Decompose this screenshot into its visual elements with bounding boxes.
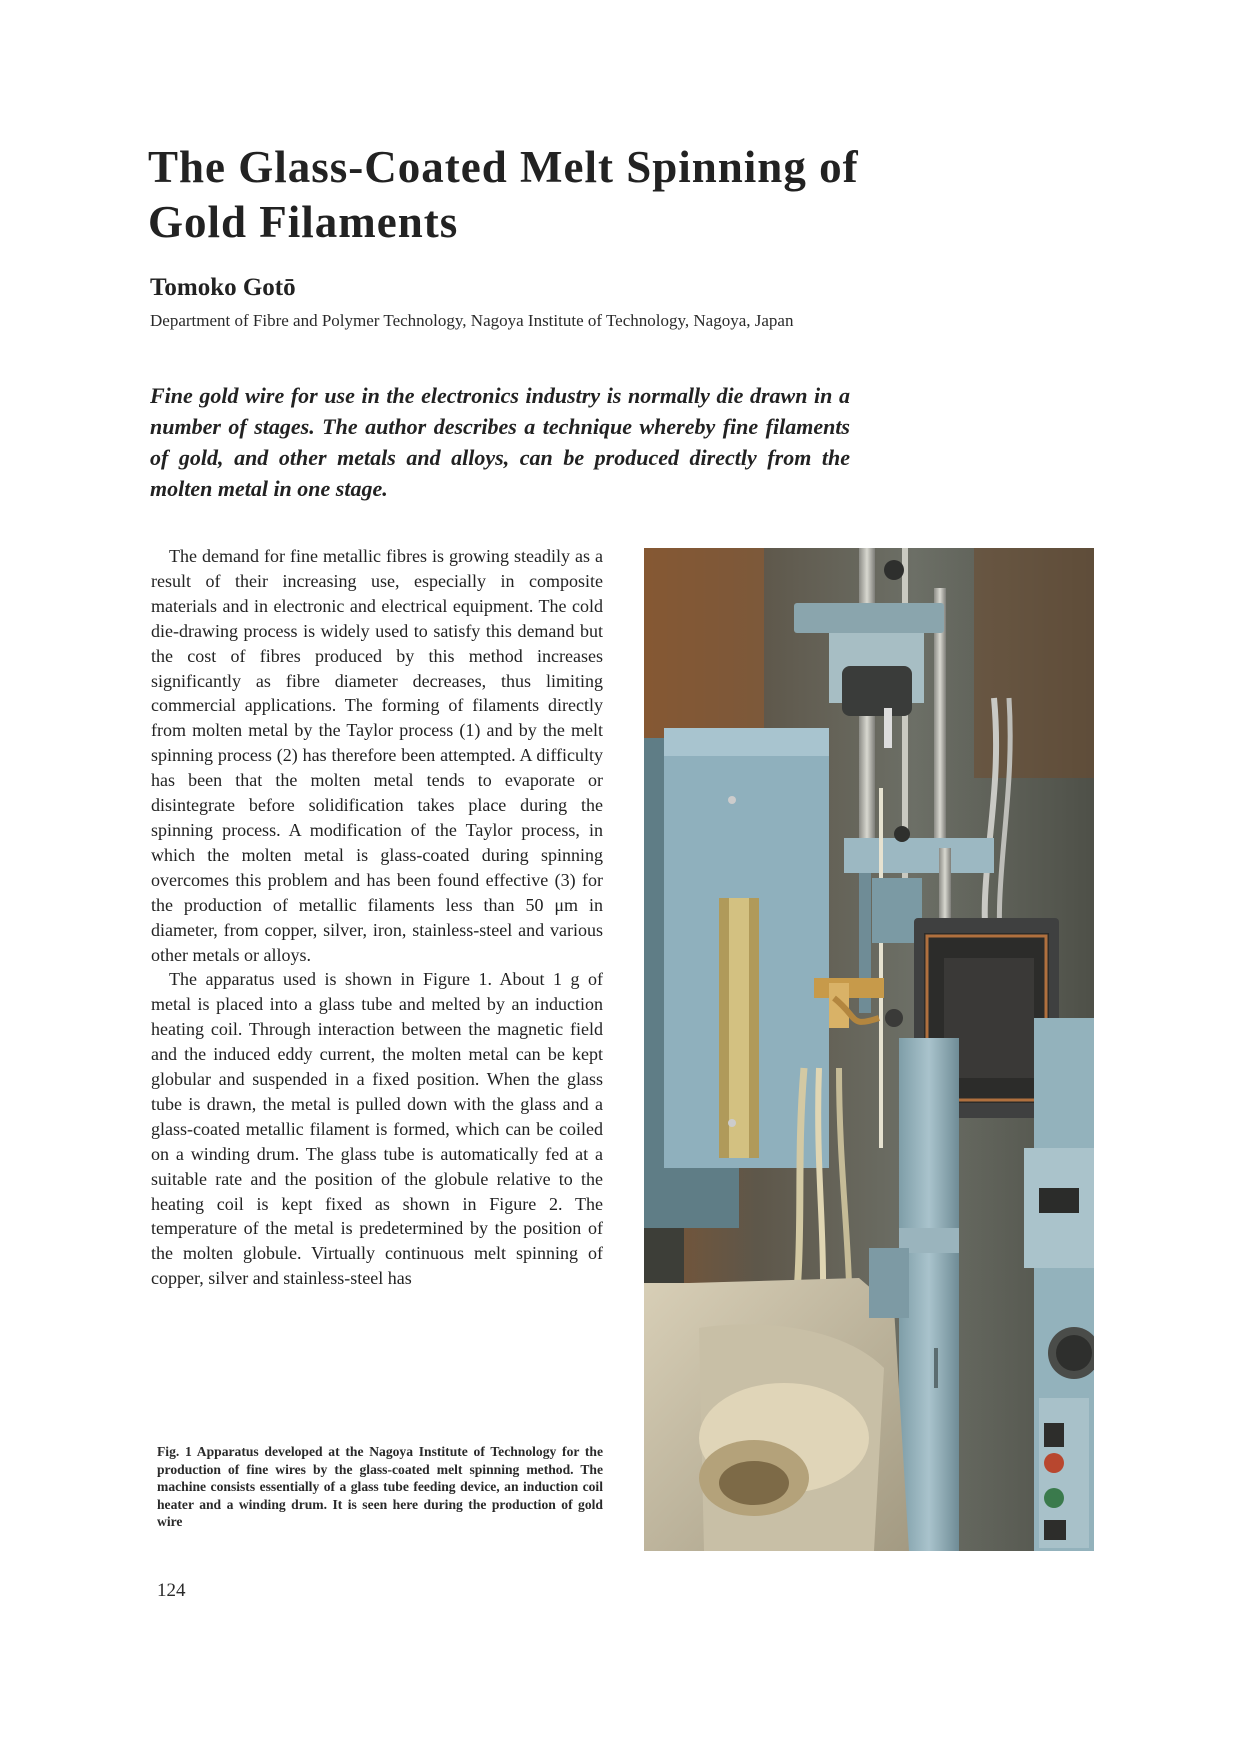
figure-1-apparatus-photo <box>644 548 1094 1551</box>
body-paragraph-2: The apparatus used is shown in Figure 1. About 1 g of metal is placed into a glass tube and melted by an induction heating coil. Through interaction between the magnetic field and the induced eddy current, the molten metal can be kept globular and suspended in a fixed position. When the glass tube is drawn, the metal is pulled down with the glass and a glass-coated metallic filament is formed, which can be coiled on a winding drum. The glass tube is automatically fed at a suitable rate and the position of the globule relative to the heating coil is kept fixed as shown in Figure 2. The temperature of the metal is predetermined by the position of the molten globule. Virtually continuous melt spinning of copper, silver and stainless-steel has <box>151 969 603 1289</box>
body-paragraph-1: The demand for fine metallic fibres is growing steadily as a result of their increasing use, especially in composite materials and in electronic and electrical equipment. The cold die-drawing process is widely used to satisfy this demand but the cost of fibres produced by this method increases significantly as fibre diameter decreases, thus limiting commercial applications. The forming of filaments directly from molten metal by the Taylor process (1) and by the melt spinning process (2) has therefore been attempted. A difficulty has been that the molten metal tends to evaporate or disintegrate before solidification takes place during the spinning process. A modification of the Taylor process, in which the molten metal is glass-coated during spinning overcomes this problem and has been found effective (3) for the production of metallic filaments less than 50 μm in diameter, from copper, silver, iron, stainless-steel and various other metals or alloys. <box>151 546 603 965</box>
page-number: 124 <box>157 1580 186 1601</box>
abstract: Fine gold wire for use in the electronics industry is normally die drawn in a number of stages. The author describes a technique whereby fine filaments of gold, and other metals and alloys, can be produced directly from the molten metal in one stage. <box>150 383 850 501</box>
figure-caption: Fig. 1 Apparatus developed at the Nagoya Institute of Technology for the production of fine wires by the glass-coated melt spinning method. The machine consists essentially of a glass tube feeding device, an induction coil heater and a winding drum. It is seen here during the production of gold wire <box>157 1444 603 1530</box>
body-text-column <box>151 544 603 1291</box>
article-title: The Glass-Coated Melt Spinning of Gold Filaments <box>148 142 859 247</box>
author-affiliation: Department of Fibre and Polymer Technology, Nagoya Institute of Technology, Nagoya, Japan <box>150 311 794 330</box>
author-name: Tomoko Gotō <box>150 274 296 301</box>
